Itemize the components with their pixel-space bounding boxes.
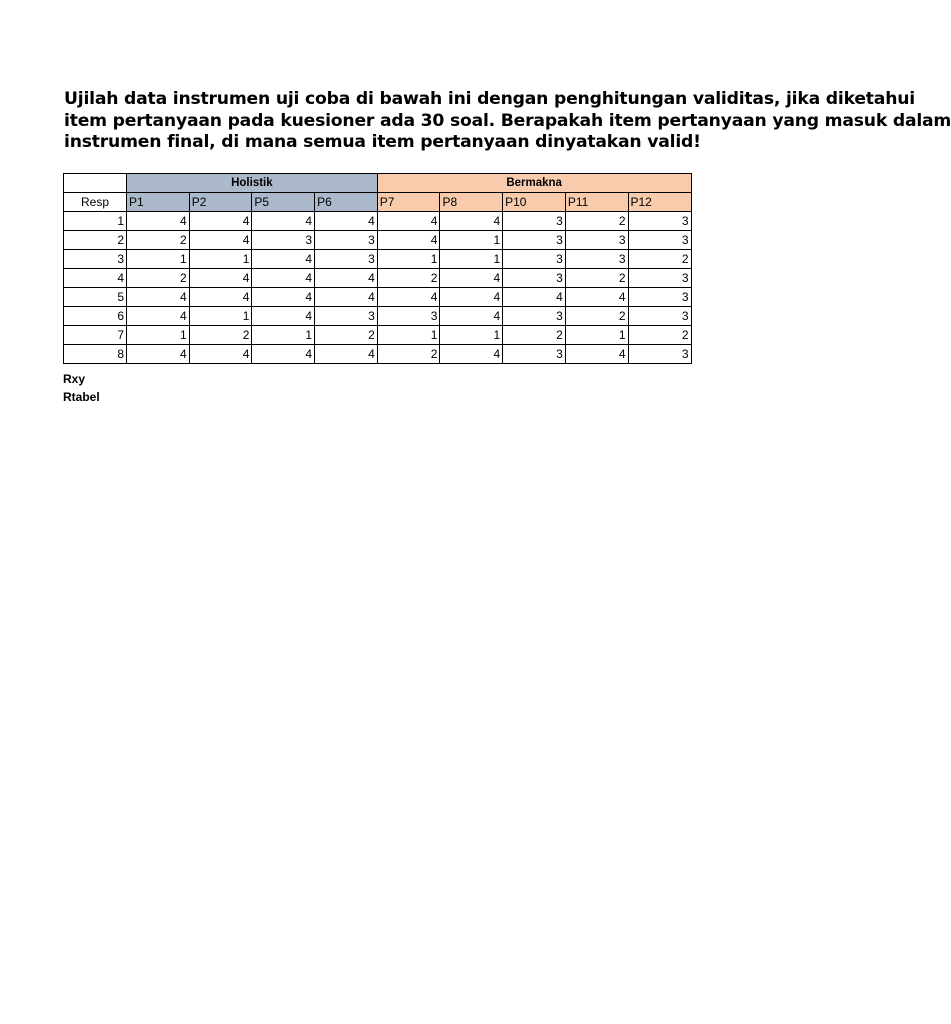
score-cell[interactable]: 2 [127, 231, 190, 250]
score-cell[interactable]: 4 [127, 288, 190, 307]
score-cell[interactable]: 4 [440, 212, 503, 231]
score-cell[interactable]: 3 [503, 250, 566, 269]
score-cell[interactable]: 1 [377, 250, 440, 269]
table-row [64, 231, 692, 250]
score-cell[interactable]: 4 [440, 288, 503, 307]
score-cell[interactable]: 3 [628, 231, 691, 250]
score-cell[interactable]: 1 [565, 326, 628, 345]
score-cell[interactable]: 1 [377, 326, 440, 345]
question-line-1: Ujilah data instrumen uji coba di bawah ini dengan penghitungan validitas, jika diketahui [64, 89, 915, 109]
column-header-p10[interactable]: P10 [503, 193, 566, 212]
score-cell[interactable]: 4 [252, 345, 315, 364]
score-cell[interactable]: 3 [628, 212, 691, 231]
score-cell[interactable]: 1 [189, 307, 252, 326]
resp-number-cell[interactable]: 4 [64, 269, 127, 288]
score-cell[interactable]: 4 [503, 288, 566, 307]
question-line-2: item pertanyaan pada kuesioner ada 30 soal. Berapakah item pertanyaan yang masuk dalam [64, 110, 951, 131]
table-row [64, 345, 692, 364]
score-cell[interactable]: 2 [565, 269, 628, 288]
score-cell[interactable]: 3 [315, 307, 378, 326]
score-cell[interactable]: 4 [377, 212, 440, 231]
score-cell[interactable]: 4 [315, 212, 378, 231]
score-cell[interactable]: 3 [252, 231, 315, 250]
score-cell[interactable]: 4 [252, 269, 315, 288]
resp-number-cell[interactable]: 7 [64, 326, 127, 345]
column-header-p8[interactable]: P8 [440, 193, 503, 212]
score-cell[interactable]: 4 [127, 345, 190, 364]
score-cell[interactable]: 3 [503, 231, 566, 250]
column-header-p6[interactable]: P6 [315, 193, 378, 212]
table-row [64, 326, 692, 345]
table-row [64, 307, 692, 326]
score-cell[interactable]: 2 [565, 307, 628, 326]
score-cell[interactable]: 3 [503, 269, 566, 288]
question-line-3: instrumen final, di mana semua item pertanyaan dinyatakan valid! [64, 132, 701, 152]
score-cell[interactable]: 4 [252, 212, 315, 231]
score-cell[interactable]: 3 [628, 307, 691, 326]
resp-number-cell[interactable]: 5 [64, 288, 127, 307]
score-cell[interactable]: 2 [189, 326, 252, 345]
score-cell[interactable]: 3 [315, 250, 378, 269]
score-cell[interactable]: 3 [315, 231, 378, 250]
score-cell[interactable]: 4 [315, 269, 378, 288]
column-header-p12[interactable]: P12 [628, 193, 691, 212]
table-row [64, 288, 692, 307]
score-cell[interactable]: 4 [189, 288, 252, 307]
score-cell[interactable]: 2 [377, 269, 440, 288]
score-cell[interactable]: 4 [565, 345, 628, 364]
column-header-p2[interactable]: P2 [189, 193, 252, 212]
score-cell[interactable]: 1 [440, 231, 503, 250]
score-cell[interactable]: 1 [189, 250, 252, 269]
score-cell[interactable]: 3 [565, 231, 628, 250]
score-cell[interactable]: 4 [440, 269, 503, 288]
score-cell[interactable]: 3 [377, 307, 440, 326]
score-cell[interactable]: 3 [628, 345, 691, 364]
resp-number-cell[interactable]: 1 [64, 212, 127, 231]
score-cell[interactable]: 1 [127, 326, 190, 345]
score-cell[interactable]: 2 [315, 326, 378, 345]
table-row [64, 250, 692, 269]
resp-number-cell[interactable]: 3 [64, 250, 127, 269]
score-cell[interactable]: 4 [127, 212, 190, 231]
column-header-p7[interactable]: P7 [377, 193, 440, 212]
resp-number-cell[interactable]: 8 [64, 345, 127, 364]
score-cell[interactable]: 1 [440, 250, 503, 269]
score-cell[interactable]: 2 [565, 212, 628, 231]
score-cell[interactable]: 4 [377, 231, 440, 250]
score-cell[interactable]: 1 [440, 326, 503, 345]
score-cell[interactable]: 4 [565, 288, 628, 307]
score-cell[interactable]: 4 [189, 212, 252, 231]
score-cell[interactable]: 3 [565, 250, 628, 269]
resp-header-cell[interactable]: Resp [64, 193, 127, 212]
score-cell[interactable]: 3 [503, 212, 566, 231]
score-cell[interactable]: 4 [252, 250, 315, 269]
group-bermakna-header[interactable]: Bermakna [377, 174, 691, 193]
rxy-label: Rxy [63, 372, 86, 386]
score-cell[interactable]: 4 [440, 345, 503, 364]
score-cell[interactable]: 2 [628, 250, 691, 269]
rtabel-label: Rtabel [63, 390, 100, 404]
score-cell[interactable]: 4 [377, 288, 440, 307]
score-cell[interactable]: 4 [189, 269, 252, 288]
score-cell[interactable]: 4 [252, 307, 315, 326]
score-cell[interactable]: 3 [628, 269, 691, 288]
table-row [64, 212, 692, 231]
resp-number-cell[interactable]: 6 [64, 307, 127, 326]
score-cell[interactable]: 4 [252, 288, 315, 307]
column-header-p11[interactable]: P11 [565, 193, 628, 212]
score-cell[interactable]: 3 [503, 307, 566, 326]
column-header-p1[interactable]: P1 [127, 193, 190, 212]
resp-number-cell[interactable]: 2 [64, 231, 127, 250]
table-row [64, 269, 692, 288]
score-cell[interactable]: 4 [189, 345, 252, 364]
score-cell[interactable]: 3 [628, 288, 691, 307]
score-cell[interactable]: 2 [127, 269, 190, 288]
score-cell[interactable]: 2 [628, 326, 691, 345]
column-header-p5[interactable]: P5 [252, 193, 315, 212]
group-holistik-header[interactable]: Holistik [127, 174, 378, 193]
score-cell[interactable]: 4 [315, 288, 378, 307]
score-cell[interactable]: 1 [127, 250, 190, 269]
data-table [63, 173, 692, 364]
score-cell[interactable]: 4 [127, 307, 190, 326]
score-cell[interactable]: 3 [503, 345, 566, 364]
question-text [64, 89, 951, 154]
score-cell[interactable]: 4 [440, 307, 503, 326]
score-cell[interactable]: 4 [315, 345, 378, 364]
resp-header-top-cell[interactable] [64, 174, 127, 193]
score-cell[interactable]: 2 [503, 326, 566, 345]
column-header-row [64, 193, 692, 212]
group-header-row [64, 174, 692, 193]
score-cell[interactable]: 1 [252, 326, 315, 345]
score-cell[interactable]: 4 [189, 231, 252, 250]
score-cell[interactable]: 2 [377, 345, 440, 364]
